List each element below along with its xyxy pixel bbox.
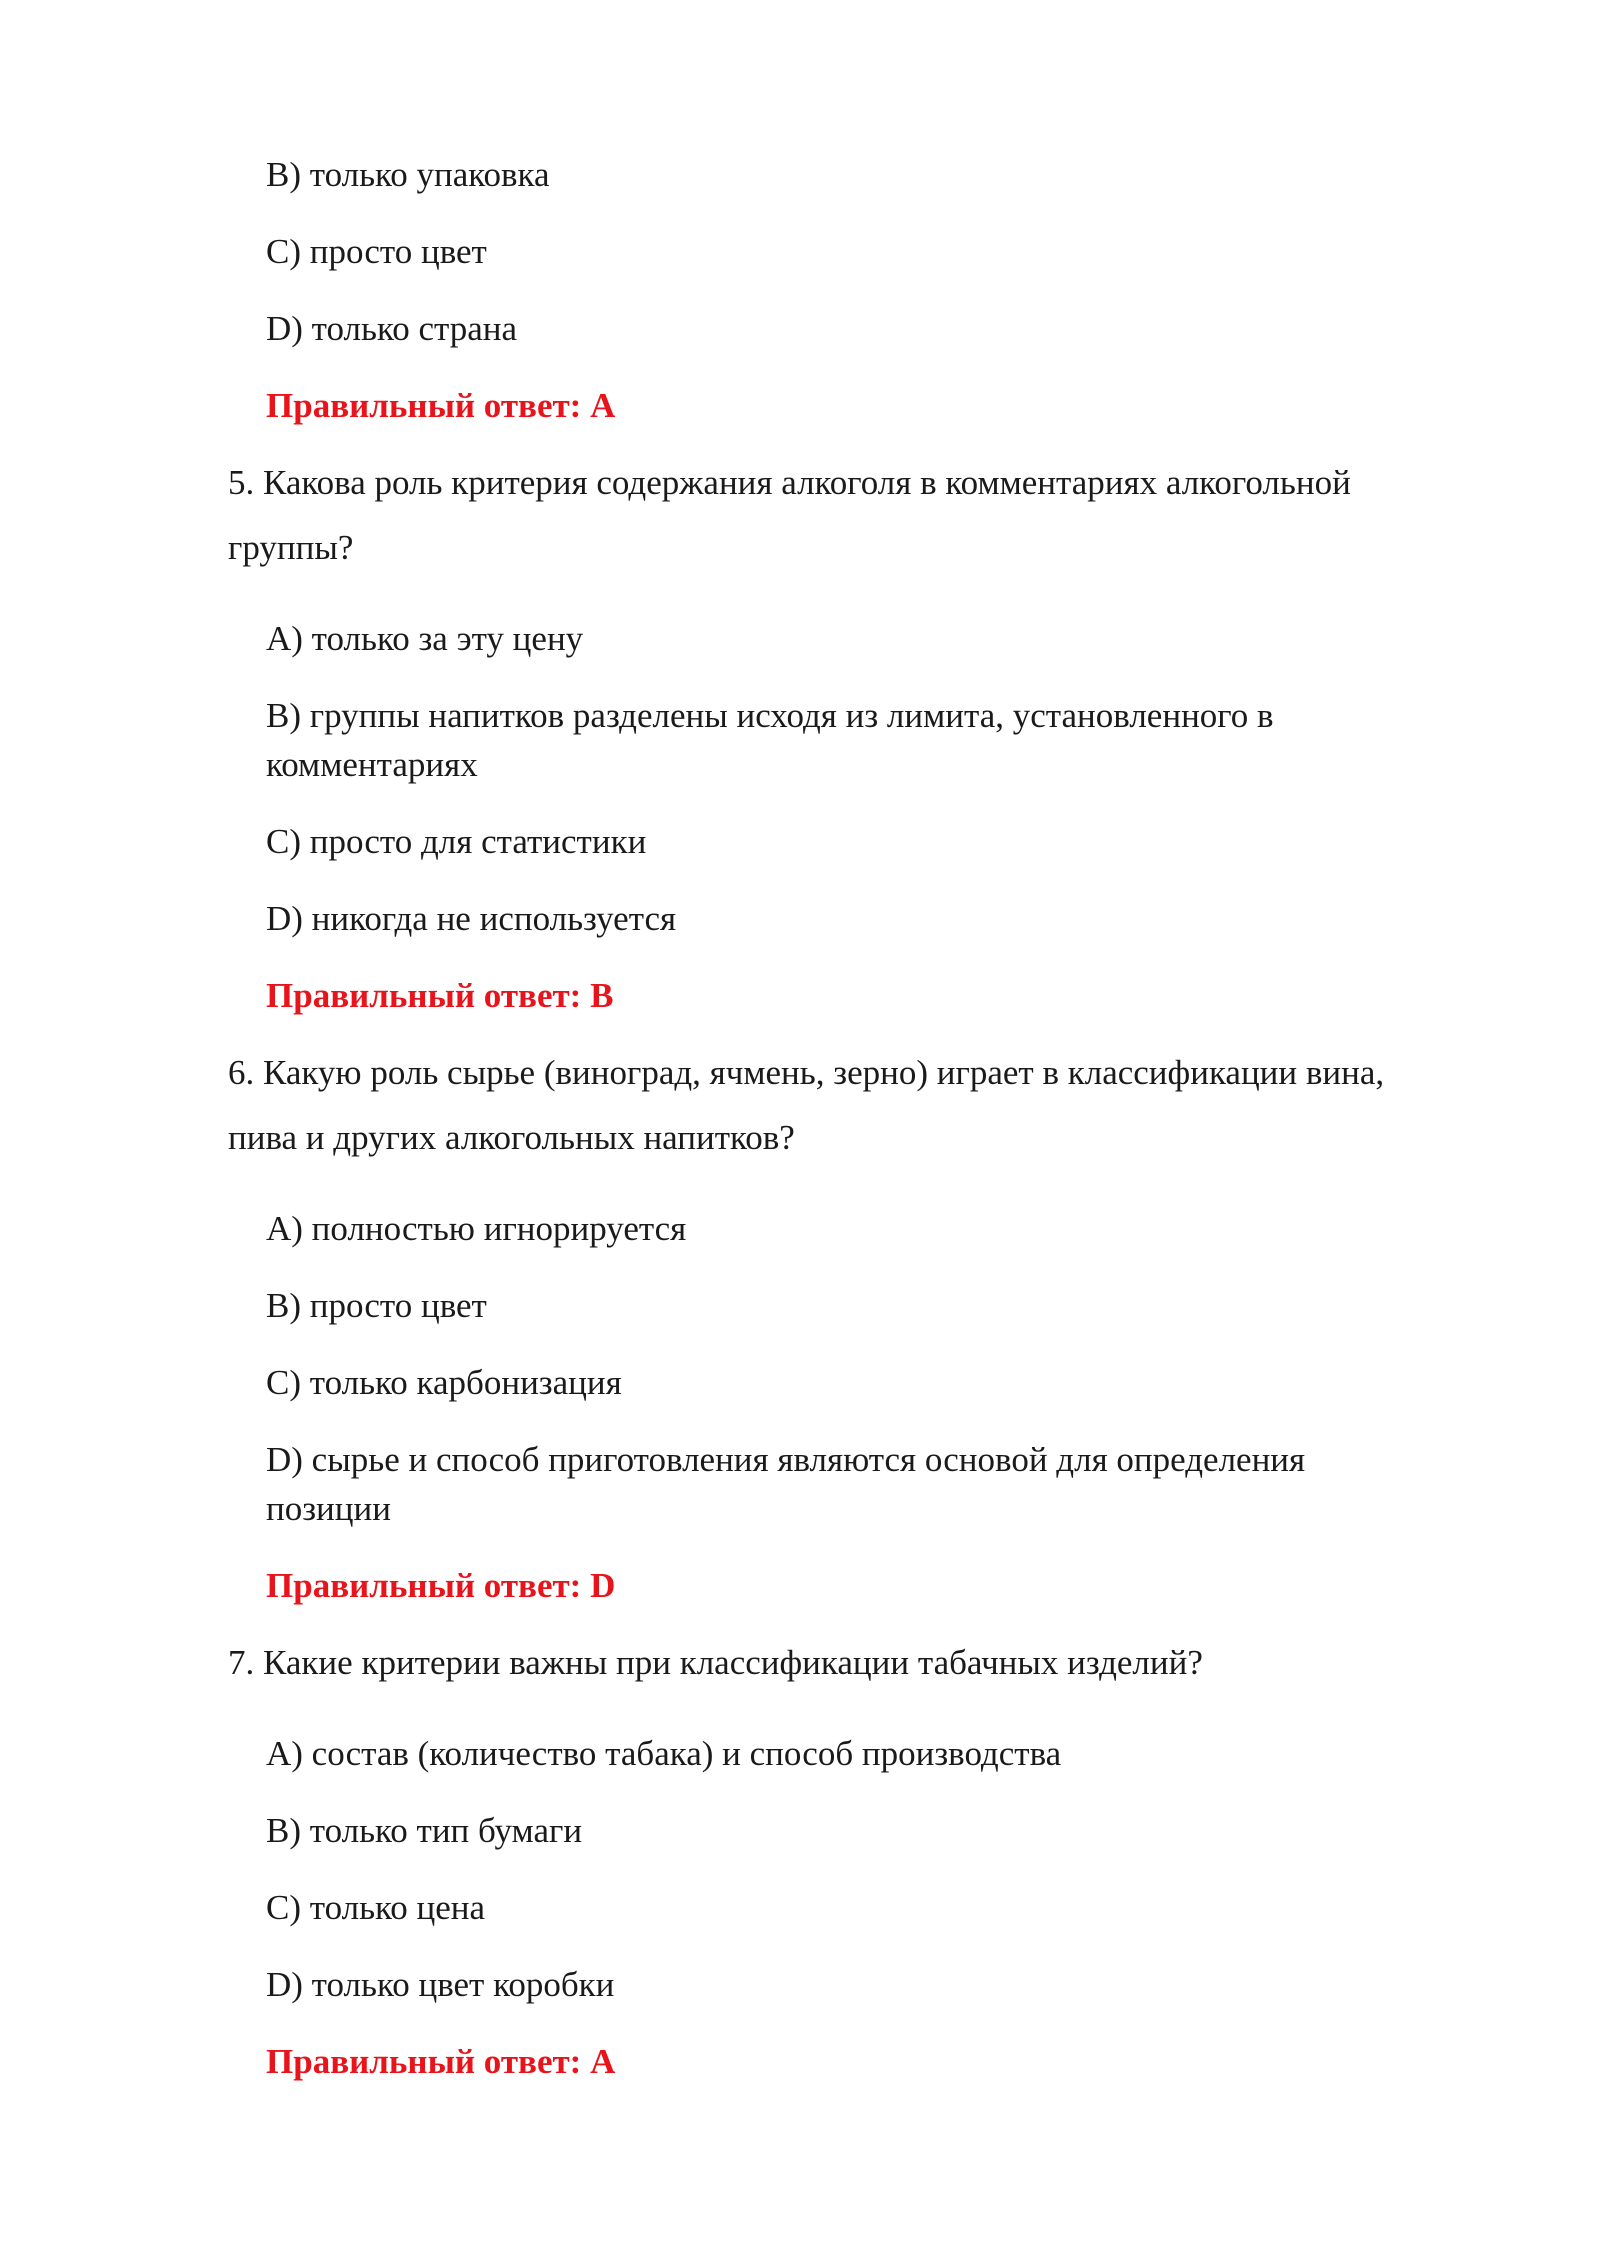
q5-text-line-1: 5. Какова роль критерия содержания алкоголя в комментариях алкогольной — [228, 463, 1351, 502]
q7-correct-answer: Правильный ответ: A — [266, 2042, 616, 2081]
q6-option-c: C) только карбонизация — [266, 1363, 622, 1402]
q7-option-c: C) только цена — [266, 1888, 486, 1927]
q4-correct-answer: Правильный ответ: A — [266, 386, 616, 425]
q5-option-c: C) просто для статистики — [266, 822, 647, 861]
q5-option-b-line-1: B) группы напитков разделены исходя из лимита, установленного в — [266, 696, 1274, 735]
q4-option-c: C) просто цвет — [266, 232, 487, 271]
q6-text-line-1: 6. Какую роль сырье (виноград, ячмень, зерно) играет в классификации вина, — [228, 1053, 1385, 1092]
q5-option-b-line-2: комментариях — [266, 745, 478, 784]
q7-text-line-1: 7. Какие критерии важны при классификации табачных изделий? — [228, 1643, 1203, 1682]
q7-option-d: D) только цвет коробки — [266, 1965, 615, 2004]
q6-option-a: A) полностью игнорируется — [266, 1209, 687, 1248]
q6-option-d-line-2: позиции — [266, 1489, 391, 1528]
q7-option-a: A) состав (количество табака) и способ производства — [266, 1734, 1062, 1773]
q4-option-d: D) только страна — [266, 309, 518, 348]
q7-option-b: B) только тип бумаги — [266, 1811, 583, 1850]
q4-option-b: B) только упаковка — [266, 155, 550, 194]
q5-text-line-2: группы? — [228, 528, 354, 567]
q6-correct-answer: Правильный ответ: D — [266, 1566, 616, 1605]
q5-option-d: D) никогда не используется — [266, 899, 677, 938]
q5-option-a: A) только за эту цену — [266, 619, 584, 658]
q5-correct-answer: Правильный ответ: B — [266, 976, 614, 1015]
q6-option-b: B) просто цвет — [266, 1286, 487, 1325]
q6-option-d-line-1: D) сырье и способ приготовления являются основой для определения — [266, 1440, 1306, 1479]
q6-text-line-2: пива и других алкогольных напитков? — [228, 1118, 795, 1157]
